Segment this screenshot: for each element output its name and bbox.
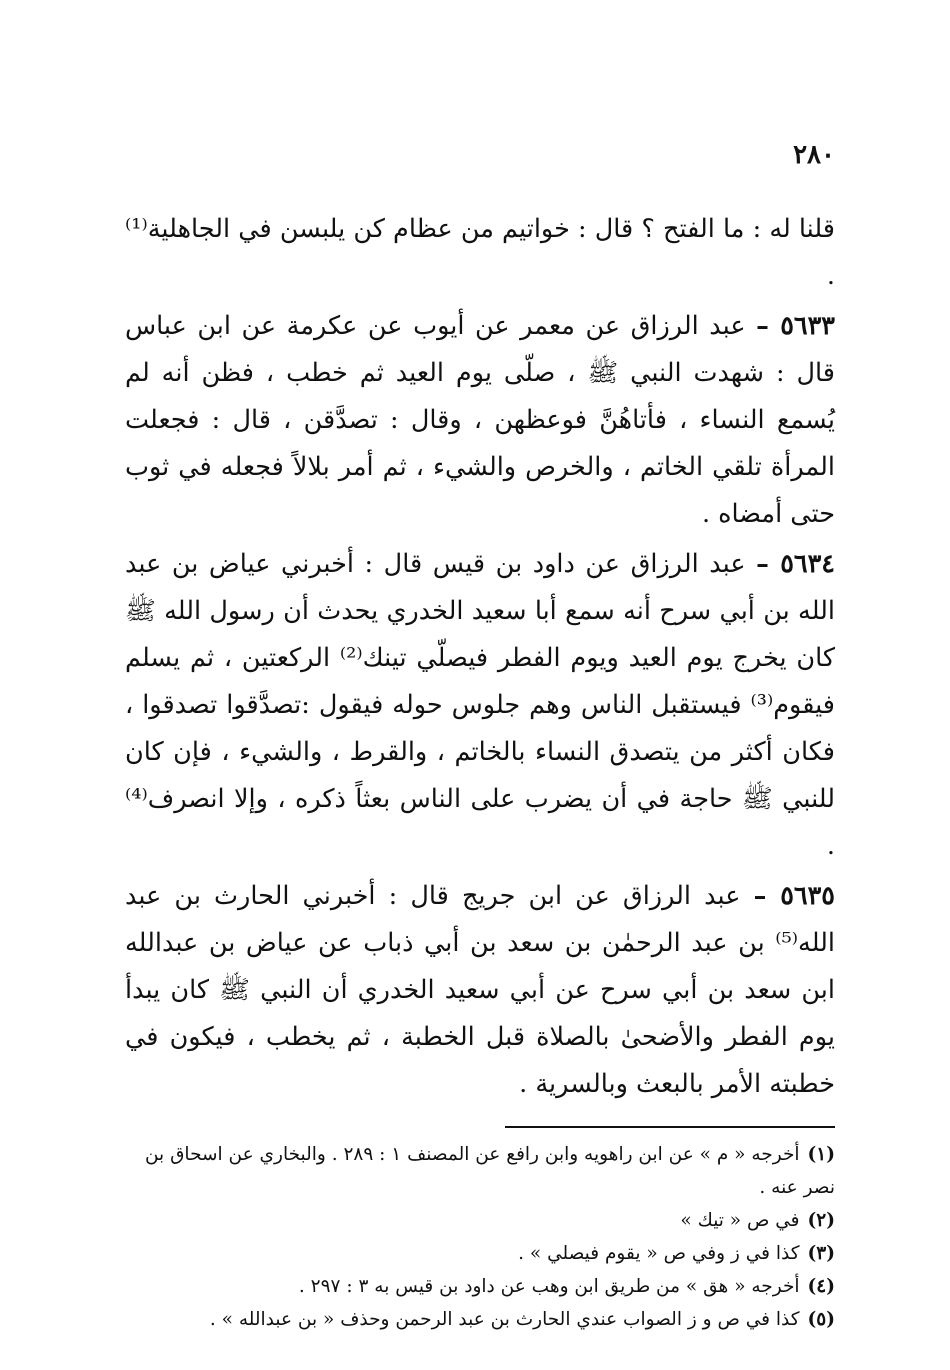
footnote-4 bbox=[125, 1270, 835, 1303]
footnote-text: أخرجه « م » عن ابن راهويه وابن رافع عن المصنف ١ : ٢٨٩ . والبخاري عن اسحاق بن نصر عنه . bbox=[144, 1144, 835, 1198]
footnote-text: كذا في ص و ز الصواب عندي الحارث بن عبد الرحمن وحذف « بن عبدالله » . bbox=[209, 1309, 800, 1330]
footnote-text: في ص « تيك » bbox=[680, 1210, 800, 1231]
hadith-number: ٥٦٣٣ – bbox=[756, 311, 835, 341]
footnote-number: (٥) bbox=[807, 1309, 835, 1330]
footnote-number: (٤) bbox=[807, 1276, 835, 1297]
page-body bbox=[125, 140, 835, 1336]
footnote-3 bbox=[125, 1237, 835, 1270]
hadith-5633 bbox=[125, 303, 835, 538]
footnote-2 bbox=[125, 1204, 835, 1237]
footnotes bbox=[125, 1138, 835, 1336]
footnote-number: (١) bbox=[807, 1144, 835, 1165]
footnote-number: (٣) bbox=[807, 1243, 835, 1264]
hadith-text: عبد الرزاق عن ابن جريج قال : أخبرني الحارث بن عبد الله⁽⁵⁾ بن عبد الرحمٰن بن سعد بن أبي ذباب عن عياض بن عبدالله ابن سعد بن أبي سرح عن أبي سعيد الخدري أن النبي ﷺ كان يبدأ يوم الفطر والأضحىٰ بالصلاة قبل الخطبة ، ثم يخطب ، فيكون في خطبته الأمر بالبعث وبالسرية . bbox=[125, 881, 835, 1099]
footnote-number: (٢) bbox=[807, 1210, 835, 1231]
page-number: ٢٨٠ bbox=[793, 140, 835, 170]
hadith-text: قلنا له : ما الفتح ؟ قال : خواتيم من عظام كن يلبسن في الجاهلية⁽¹⁾ . bbox=[125, 214, 835, 291]
footnote-1 bbox=[125, 1138, 835, 1204]
hadith-5634 bbox=[125, 541, 835, 870]
footnote-text: كذا في ز وفي ص « يقوم فيصلي » . bbox=[518, 1243, 800, 1264]
hadith-continuation bbox=[125, 206, 835, 300]
footnote-divider bbox=[505, 1126, 835, 1128]
hadith-text: عبد الرزاق عن داود بن قيس قال : أخبرني عياض بن عبد الله بن أبي سرح أنه سمع أبا سعيد الخدري يحدث أن رسول الله ﷺ كان يخرج يوم العيد ويوم الفطر فيصلّي تينك⁽²⁾ الركعتين ، ثم يسلم فيقوم⁽³⁾ فيستقبل الناس وهم جلوس حوله فيقول :تصدَّقوا تصدقوا ، فكان أكثر من يتصدق النساء بالخاتم ، والقرط ، والشيء ، فإن كان للنبي ﷺ حاجة في أن يضرب على الناس بعثاً ذكره ، وإلا انصرف⁽⁴⁾ . bbox=[125, 549, 835, 861]
footnote-5 bbox=[125, 1303, 835, 1336]
hadith-number: ٥٦٣٤ – bbox=[756, 549, 835, 579]
hadith-number: ٥٦٣٥ – bbox=[753, 881, 835, 911]
hadith-text: عبد الرزاق عن معمر عن أيوب عن عكرمة عن ابن عباس قال : شهدت النبي ﷺ ، صلّى يوم العيد ثم خطب ، فظن أنه لم يُسمع النساء ، فأتاهُنَّ فوعظهن ، وقال : تصدَّقن ، قال : فجعلت المرأة تلقي الخاتم ، والخرص والشيء ، ثم أمر بلالاً فجعله في ثوب حتى أمضاه . bbox=[125, 311, 835, 529]
hadith-5635 bbox=[125, 873, 835, 1108]
footnote-text: أخرجه « هق » من طريق ابن وهب عن داود بن قيس به ٣ : ٢٩٧ . bbox=[298, 1276, 800, 1297]
